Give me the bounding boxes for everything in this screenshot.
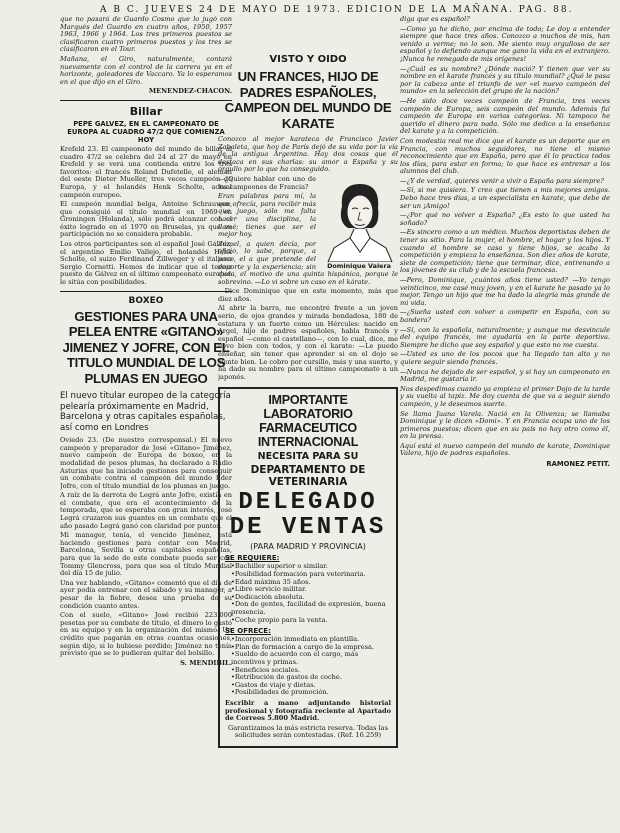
list-item: • Don de gentes, facilidad de expresión, buena presencia. <box>225 601 391 616</box>
interview-p17: Aquí está el nuevo campeón del mundo de karate, Dominique Valera, hijo de padres españoles. <box>400 441 610 458</box>
portrait-sketch-icon <box>320 176 398 262</box>
interview-p3: —¿Cuál es su nombre? ¿Dónde nació? Y tienen que ver su nombre en el karate francés y su título mundial? ¿Qué le pasa por la cabeza ante el triunfo de ver «el nuevo campeón del mundo» en la selección del grupo de la nación? <box>400 64 610 96</box>
interview-p8: —¿Por qué no volver a España? ¿Es esto lo que usted ha soñado? <box>400 211 610 227</box>
page-header: A B C. JUEVES 24 DE MAYO DE 1973. EDICION DE LA MAÑANA. PAG. 88. <box>100 5 574 15</box>
ad-position-line-2: DE VENTAS <box>229 514 387 542</box>
interview-p15: Nos despedimos cuando ya empieza el primer Dojo de la tarde y su vuelta al tapiz. Me doy cuenta de que va a seguir siendo campeón, y le deseamos suerte. <box>400 384 610 408</box>
photo-caption: Dominique Valera <box>327 261 391 270</box>
list-item: • Gastos de viaje y dietas. <box>225 682 391 690</box>
karate-q1: —¿Quiere hablar con uno de los campeones de Francia? <box>218 174 316 191</box>
billar-paragraph-3: Los otros participantes son el español José Gálvez, el argentino Emilio Vallejo, el holandés Henk Scholte, el suizo Ferdinand Zillweger y el italiano Sergio Cornetti. Hemos de indicar que el tercer puesto de Gálvez en el último campeonato europeo le sitúa con posibilidades. <box>60 240 232 287</box>
section-billar: Billar <box>129 104 163 118</box>
interview-p14: —Nunca he dejado de ser español, y si hay un campeonato en Madrid, me gustaría ir. <box>400 367 610 384</box>
job-advertisement <box>218 387 398 747</box>
interview-p4: —He sido doce veces campeón de Francia, tres veces campeón de Europa, seis campeón del mundo. Además fui campeón de Europa en varias categorías. Ni tampoco he querido el dinero para nada. Sólo me dedico a la enseñanza del karate y a la competición. <box>400 96 610 136</box>
billar-paragraph-1: Krefeld 23. El campeonato del mundo de billar al cuadro 47/2 se celebra del 24 al 27 de mayo en Krefeld y se verá una contienda entre los tres favoritos: el francés Roland Dufetelle, el alemán del oeste Dieter Mueller, tres veces campeón de Europa, y el holandés Henk Scholte, actual campeón europeo. <box>60 144 232 199</box>
column-center <box>218 52 398 828</box>
boxeo-signature: S. MENDIBIL. <box>180 658 232 667</box>
boxeo-paragraph-4: Una vez hablando, «Gitano» comentó que el día de ayer podía entrenar con el sábado y su manager, a pesar de la fiebre, desea una prueba de su condición cuanto antes. <box>60 578 232 610</box>
interview-p7: —Sí, si me quisiera. Y creo que tienen a mis mejores amigos. Debo hace tres días, a un especialista en karate, que debe de ser un ¡Amigo! <box>400 186 610 210</box>
cycling-signature: MENENDEZ-CHACON. <box>148 87 232 96</box>
list-item: • Posibilidad formación para veterinaria. <box>225 571 391 579</box>
interview-p12: —Sí, con la española, naturalmente; y aunque me desvincule del equipo francés, me ayudaría en la parte deportiva. Siempre he dicho que soy español y que esto no me cuesta. <box>400 325 610 349</box>
list-item: • Incorporación inmediata en plantilla. <box>225 636 391 644</box>
boxeo-paragraph-5: Con el suelo, «Gitano» José recibió 223.000 pesetas por su combate de título, el dinero lo gastó en su equipo y en la organización del mismo. Un crédito que pagarán en otras cuantas ocasiones, según dijo, si lo hubiese perdido; Jiménez no tenía previsto que se lo pudieran quitar del bolsillo. <box>60 611 232 658</box>
ad-needs-line: NECESITA PARA SU <box>257 451 359 463</box>
list-item: • Coche propio para la venta. <box>225 617 391 625</box>
column-left <box>60 16 232 828</box>
boxeo-paragraph-1: Oviedo 23. (De nuestro corresponsal.) El nuevo campeón y preparador de José «Gitano» Jiménez, nuevo campeón de Europa de boxeo, en la modalidad de pesos plumas, ha declarado a Radio Asturias que ha iniciado gestiones para conseguir un combate contra el campeón del mundo Eder Jofre, con el título mundial de los plumas en juego. <box>60 436 232 490</box>
interview-p6: —¿Y de verdad, quieres venir a vivir a España para siempre? <box>400 176 604 185</box>
karate-headline: UN FRANCES, HIJO DE PADRES ESPAÑOLES, CAMPEON DEL MUNDO DE KARATE <box>224 69 392 131</box>
ad-contact: Escribir a mano adjuntando historial profesional y fotografía reciente al Apartado de Correos 5.800 Madrid. <box>225 698 391 723</box>
cycling-text-2: Mañana, el Giro, naturalmente, contará nuevamente con el control de la carrera ya en el horizonte, goleadores de Vaccaro. Ya lo esperamos en el que dijo en el Giro. <box>60 54 232 86</box>
boxeo-paragraph-3: Mi manager, tenía, el vencido Jiménez, está haciendo gestiones para contar con Madrid, Barcelona, Sevilla u otras capitales españolas, para que la sede de este combate pueda ser con Tommy Glencross, para que sea el título Mundial del día 15 de julio. <box>60 531 232 578</box>
ad-footer: Garantizamos la más estricta reserva. Todas las solicitudes serán contestadas. (Ref. 16.259) <box>227 723 388 740</box>
interview-p9: —Es sincero como a un médico. Muchos deportistas deben de tener su sitio. Para la mujer, el hombre, el hogar y los hijos. Y cuando el hombre se casa y tiene hijos, se acaba la competición y empieza la enseñanza. Son diez años de karate, siete de competición; tiene que terminar, dice, entrenando a los jóvenes de su club y de la escuela francesa. <box>400 228 610 275</box>
list-item: • Libre servicio militar. <box>225 586 391 594</box>
interview-p13: —Usted es uno de los pocos que ha llegado tan alto y no quiere seguir siendo francés. <box>400 350 610 366</box>
ad-region: (PARA MADRID Y PROVINCIA) <box>250 542 366 552</box>
cycling-text: que no pasará de Guardo Cosmo que lo jugó con Marqués del Guardo en cuatro años, 1950, 1957 1963, 1966 y 1964. Los tres primeros puestos se clasificaron cuatro primeros puestos y los tres se clasificaron en el Tour. <box>60 16 232 54</box>
ad-department: DEPARTAMENTO DE VETERINARIA <box>250 464 366 489</box>
interview-p1: diga que es español? <box>400 16 470 23</box>
karate-q4: —Dice Dominique que en este momento, más que diez años. <box>218 287 398 303</box>
list-item: • Sueldo de acuerdo con el cargo, más incentivos y primas. <box>225 651 391 666</box>
interview-p10: —Pero, Dominique, ¿cuántos años tiene usted? —Yo tengo veinticinco, me casé muy joven, y en el karate he pasado ya lo mejor. Tengo un hijo que me ha dado la alegría más grande de mi vida. <box>400 276 610 307</box>
list-item: • Dedicación absoluta. <box>225 594 391 602</box>
divider <box>60 100 232 101</box>
interview-p11: —¿Sueña usted con volver a competir en España, con su bandera? <box>400 308 610 324</box>
portrait-photo <box>320 176 398 268</box>
list-item: • Edad máxima 35 años. <box>225 579 391 587</box>
karate-intro: Conozco al mejor karateca de Francisco Javier Zabaleta, que hoy de París dejó de su vida por la vía de la antigua Argentina. Hay dos cosas que él destaca en sus charlas: su amor a España y su orgullo por lo que ha conseguido. <box>218 135 398 174</box>
section-boxeo: BOXEO <box>128 295 164 306</box>
billar-headline: PEPE GALVEZ, EN EL CAMPEONATO DE EUROPA AL CUADRO 47/2 QUE COMIENZA HOY <box>67 119 225 144</box>
article-signature: RAMONEZ PETIT. <box>546 460 610 469</box>
list-item: • Bachiller superior o similar. <box>225 563 391 571</box>
ad-requirements-list <box>225 563 391 624</box>
list-item: • Plan de formación a cargo de la empresa. <box>225 644 391 652</box>
karate-paragraph-2: Al abrir la barra, me encontré frente a un joven serio, de ojos grandes y mirada bondadosa, 180 de estatura y un fuerte como un Hércules: nacido en Argel, hijo de padres españoles, habla francés y español —como el castellano—, con lo cual, dice, me llevo bien con todos, y con el karate: —Le puedo enseñar, sin tener que aprender si en el dojo se siente bien. Le cobro por cursillo, más y una suerte, y ha dado su nombre para el último campeonato a un japonés. <box>218 304 398 381</box>
ad-company-heading: IMPORTANTE LABORATORIO FARMACEUTICO INTERNACIONAL <box>257 393 359 450</box>
ad-requirements-label: SE REQUIERE: <box>225 554 280 563</box>
karate-q3: Zúmel, a quien decía, por oficio, lo sabe, porque, a poco, el a que pretende del deporte y la experiencia; sin duda, el motivo de una quinta hispánica, porque le sobrevino. —Lo vi sobre un caso en el kárate. <box>218 239 398 286</box>
interview-p16: Se llama Juana Varela. Nació en la Olivenza; se llamaba Dominique y le dicen «Domi». Y en Francia ocupa uno de los primeros puestos; dicen que en su país no hay otro como él, en la prensa. <box>400 409 610 441</box>
ad-offers-label: SE OFRECE: <box>225 627 271 636</box>
visto-y-oido-kicker: VISTO Y OIDO <box>269 54 347 65</box>
column-right <box>400 16 610 828</box>
list-item: • Beneficios sociales. <box>225 667 391 675</box>
divider <box>60 291 232 292</box>
ad-position-line-1: DELEGADO <box>238 489 378 517</box>
ad-offers-list <box>225 636 391 697</box>
billar-paragraph-2: El campeón mundial belga, Antoine Schrauwen, que consiguió el título mundial en 1969 en Groningen (Holanda), sólo podrá alcanzar con el éxito logrado en el 1970 en Bruselas, ya que su participación no se considera probable. <box>60 200 232 239</box>
interview-p5: Con modestia real me dice que el karate es un deporte que en Francia, con muchos seguidores, no tiene el mismo reconocimiento que en España, pero que él lo practica todos los días, para estar en forma; lo que hace es entrenar a los alumnos del club. <box>400 136 610 176</box>
karate-q2: Eran palabras para mí, la que ofrecía, para recibir más que juego, sólo me falta hacer una disciplina, la llamé; tienes que ser el mejor hoy. <box>218 192 316 239</box>
list-item: • Posibilidades de promoción. <box>225 689 391 697</box>
list-item: • Retribución de gastos de coche. <box>225 674 391 682</box>
boxeo-deck: El nuevo titular europeo de la categoría pelearía próximamente en Madrid, Barcelona y otras capitales españolas, así como en Londres <box>60 391 231 433</box>
interview-p2: —Como ya he dicho, por encima de todo; Le doy a entender siempre que hace tres años. Conozco a muchos de mis, han venido a verme; no lo son. Me siento muy orgulloso de ser español y lo defiendo aunque me gano la vida en el extranjero. ¡Nunca he renegado de mis orígenes! <box>400 24 610 63</box>
boxeo-headline: GESTIONES PARA UNA PELEA ENTRE «GITANO» JIMENEZ Y JOFRE, CON EL TITULO MUNDIAL DE LOS PLUMAS EN JUEGO <box>62 308 230 386</box>
boxeo-paragraph-2: A raíz de la derrota de Legrá ante Jofre, existía en el combate, que era el acontecimiento de la temporada, que se esperaba con gran interés, José Legrá cruzaron sus guantes en un combate que el año pasado Legrá ganó con claridad por puntos. <box>60 491 232 530</box>
